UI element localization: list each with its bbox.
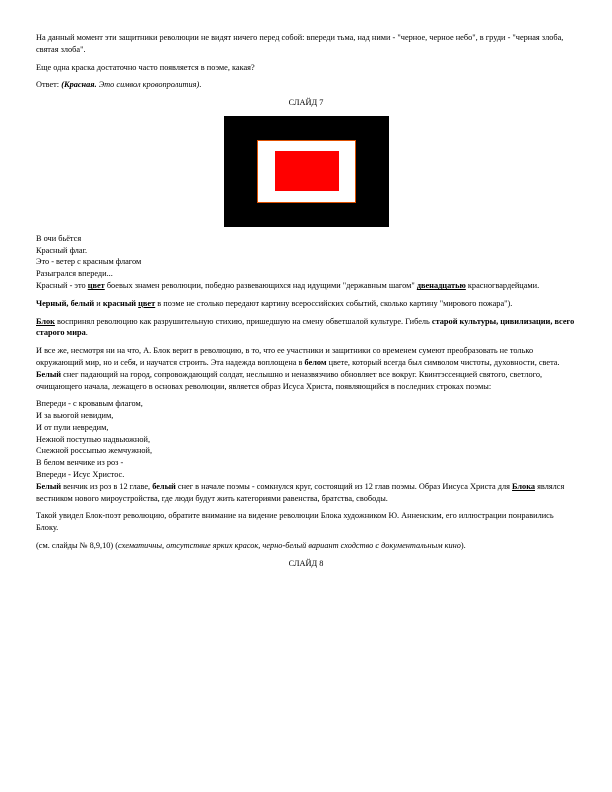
slide-8-heading: СЛАЙД 8 [288,558,324,568]
word-blok: Блока [512,481,536,491]
poem-line: Красный флаг. [36,245,88,255]
poem-line: И за вьюгой невидим, [36,411,114,421]
document-body [36,32,576,575]
poem-line: И от пули невредим, [36,422,109,432]
word-twelve: двенадцатью [416,281,466,291]
answer-bold: (Красная. [61,80,97,90]
answer-italic: Это символ кровопролития) [96,80,200,90]
paragraph-three-colors: Черный, белый и красный цвет в поэме не столько передают картину всероссийских событий, сколько картину "мирового пожара"). [36,298,513,308]
paragraph-red-color: Красный - это цвет боевых знамен революции, победно развевающихся над идущими "державным шагом" двенадцатью красногвардейцами. [36,281,540,291]
poem-line: Снежной россыпью жемчужной, [36,446,153,456]
paragraph-darkness: На данный момент эти защитники революции не видят ничего перед собой: впереди тьма, над ними - "черное, черное небо", в груди - "черная злоба, святая злоба". [36,33,564,54]
poem-line: В очи бьётся [36,233,82,243]
paragraph-annensky: Такой увидел Блок-поэт революцию, обратите внимание на видение революции Блока художником Ю. Анненским, его иллюстрации понравились Блоку. [36,511,554,533]
poem-line: Нежной поступью надвьюжной, [36,434,151,444]
poem-line: Разыгрался впереди... [36,269,113,279]
slide-7-heading: СЛАЙД 7 [288,98,324,108]
poem-line: Это - ветер с красным флагом [36,257,142,267]
paragraph-answer [36,79,576,91]
answer-label: Ответ: [36,80,62,90]
word-color: цвет [138,298,156,308]
paragraph-slides-note: (см. слайды № 8,9,10) (схематичны, отсутствие ярких красок, черно-белый вариант сходство с документальным кино). [36,540,466,550]
slide-7-image [224,116,389,227]
paragraph-question: Еще одна краска достаточно часто появляется в поэме, какая? [36,62,255,72]
paragraph-block-revolution: Блок воспринял революцию как разрушительную стихию, пришедшую на смену обветшалой культуре. Гибель старой культуры, цивилизации, всего старого мира. [36,316,575,338]
poem-line: Впереди - Исус Христос. [36,469,125,479]
poem-line: В белом венчике из роз - [36,458,124,468]
poem-line: Впереди - с кровавым флагом, [36,399,143,409]
word-blok: Блок [36,316,55,326]
paragraph-white-color: И все же, несмотря ни на что, А. Блок верит в революцию, в то, что ее участники и защитники со временем сумеют преобразовать не только окружающий мир, но и себя, и научатся строить. Эта надежда воплощена в белом цвете, который всегда был символом чистоты, духовности, света. Белый снег падающий на город, сопровождающий солдат, неслышно и неназвязчиво обновляет все вокруг. Квинтэссенцией святого, светлого, очищающего начала, лежащего в основах революции, является образ Исуса Христа, появляющийся в последних строках поэмы: [36,346,560,391]
answer-end: . [199,80,202,90]
paragraph-circle: Белый венчик из роз в 12 главе, белый снег в начале поэмы - сомкнулся круг, состоящий из 12 глав поэмы. Образ Иисуса Христа для Блока являлся вестником нового мироустройства, где люди будут жить категориями равенства, братства, свободы. [36,481,565,503]
word-color: цвет [87,281,105,291]
poem-christ [36,398,576,504]
slide-7-red-rectangle [275,151,339,191]
poem-red-flag [36,233,576,292]
